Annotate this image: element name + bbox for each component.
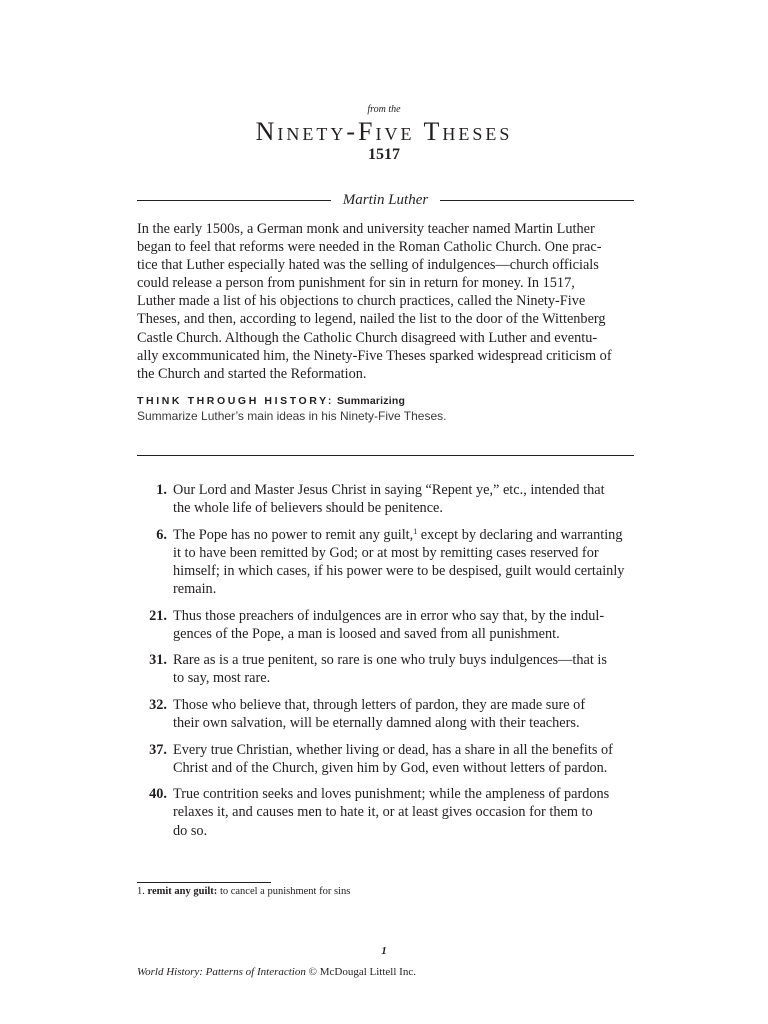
section-divider (137, 455, 634, 456)
intro-line: could release a person from punishment for sin in return for money. In 1517, (137, 275, 575, 292)
intro-line: In the early 1500s, a German monk and university teacher named Martin Luther (137, 221, 595, 237)
thesis-line: it to have been remitted by God; or at most by remitting cases reserved for (173, 544, 599, 561)
thesis-number: 6. (156, 526, 167, 543)
think-through-history (137, 394, 634, 424)
intro-line: tice that Luther especially hated was the selling of indulgences—church officials (137, 257, 599, 274)
intro-line: Luther made a list of his objections to church practices, called the Ninety-Five (137, 293, 586, 310)
intro-line: Castle Church. Although the Catholic Church disagreed with Luther and eventu- (137, 329, 598, 346)
thesis-number: 37. (149, 741, 167, 758)
thesis-line: Rare as is a true penitent, so rare is one who truly buys indulgences—that is (173, 652, 607, 669)
thesis-number: 31. (149, 652, 167, 669)
thesis-line: Our Lord and Master Jesus Christ in saying “Repent ye,” etc., intended that (173, 482, 605, 498)
thesis-line: the whole life of believers should be penitence. (173, 500, 443, 517)
thesis-number: 32. (149, 696, 167, 713)
thesis-text (167, 651, 607, 687)
thesis-text (167, 696, 585, 732)
author-name: Martin Luther (342, 191, 429, 208)
footnote-marker: 1 (413, 526, 418, 536)
think-through-label: THINK THROUGH HISTORY: (137, 395, 335, 407)
thesis-line: their own salvation, will be eternally damned along with their teachers. (173, 715, 580, 732)
footnote-term: remit any guilt: (147, 886, 218, 897)
thesis-line: Those who believe that, through letters of pardon, they are made sure of (173, 696, 586, 713)
thesis-item (137, 526, 634, 598)
document-title: Ninety-Five Theses (255, 117, 513, 146)
from-the-label: from the (367, 104, 401, 115)
intro-line: Theses, and then, according to legend, nailed the list to the door of the Wittenberg (137, 311, 606, 328)
intro-line: the Church and started the Reformation. (137, 365, 367, 382)
book-title: World History: Patterns of Interaction (137, 966, 306, 978)
thesis-text (167, 607, 604, 643)
thesis-line: himself; in which cases, if his power were to be despised, guilt would certainly (173, 562, 625, 579)
footnote-definition: to cancel a punishment for sins (217, 886, 351, 897)
thesis-number: 21. (149, 607, 167, 624)
footnote-number: 1. (137, 886, 145, 897)
thesis-line-end: except by declaring and warranting (417, 526, 623, 543)
footnote-rule (137, 882, 271, 883)
intro-paragraph (137, 220, 634, 383)
page-number: 1 (381, 945, 387, 957)
footnote (137, 885, 634, 899)
author-byline (137, 190, 634, 210)
thesis-line: Thus those preachers of indulgences are in error who say that, by the indul- (173, 607, 605, 624)
author-rule-left (137, 200, 331, 201)
thesis-text (167, 785, 609, 839)
author-rule-right (440, 200, 634, 201)
thesis-item (137, 651, 634, 687)
thesis-line: gences of the Pope, a man is loosed and saved from all punishment. (173, 625, 560, 642)
thesis-line-start: The Pope has no power to remit any guilt, (173, 526, 414, 543)
theses-list (137, 481, 634, 848)
thesis-item (137, 741, 634, 777)
thesis-text (167, 741, 613, 777)
thesis-item (137, 607, 634, 643)
intro-line: ally excommunicated him, the Ninety-Five Theses sparked widespread criticism of (137, 347, 612, 364)
thesis-line: to say, most rare. (173, 670, 271, 687)
thesis-line (173, 526, 624, 544)
thesis-line: remain. (173, 580, 217, 597)
intro-line: began to feel that reforms were needed in the Roman Catholic Church. One prac- (137, 239, 602, 256)
thesis-text (167, 481, 605, 517)
thesis-line: Every true Christian, whether living or dead, has a share in all the benefits of (173, 741, 613, 758)
thesis-line: do so. (173, 822, 208, 839)
thesis-line: Christ and of the Church, given him by God, even without letters of pardon. (173, 759, 608, 776)
thesis-item (137, 696, 634, 732)
thesis-text (167, 526, 624, 598)
thesis-number: 1. (156, 482, 167, 498)
think-through-prompt: Summarize Luther’s main ideas in his Ninety-Five Theses. (137, 409, 447, 423)
thesis-item (137, 481, 634, 517)
think-through-heading (137, 394, 634, 408)
thesis-number: 40. (149, 786, 167, 803)
thesis-line: True contrition seeks and loves punishment; while the ampleness of pardons (173, 786, 610, 803)
thesis-line: relaxes it, and causes men to hate it, or at least gives occasion for them to (173, 804, 593, 821)
thesis-item (137, 785, 634, 839)
think-through-skill: Summarizing (336, 395, 406, 407)
copyright-notice: © McDougal Littell Inc. (305, 966, 416, 978)
publisher-credit (137, 965, 416, 979)
document-year: 1517 (368, 146, 400, 163)
